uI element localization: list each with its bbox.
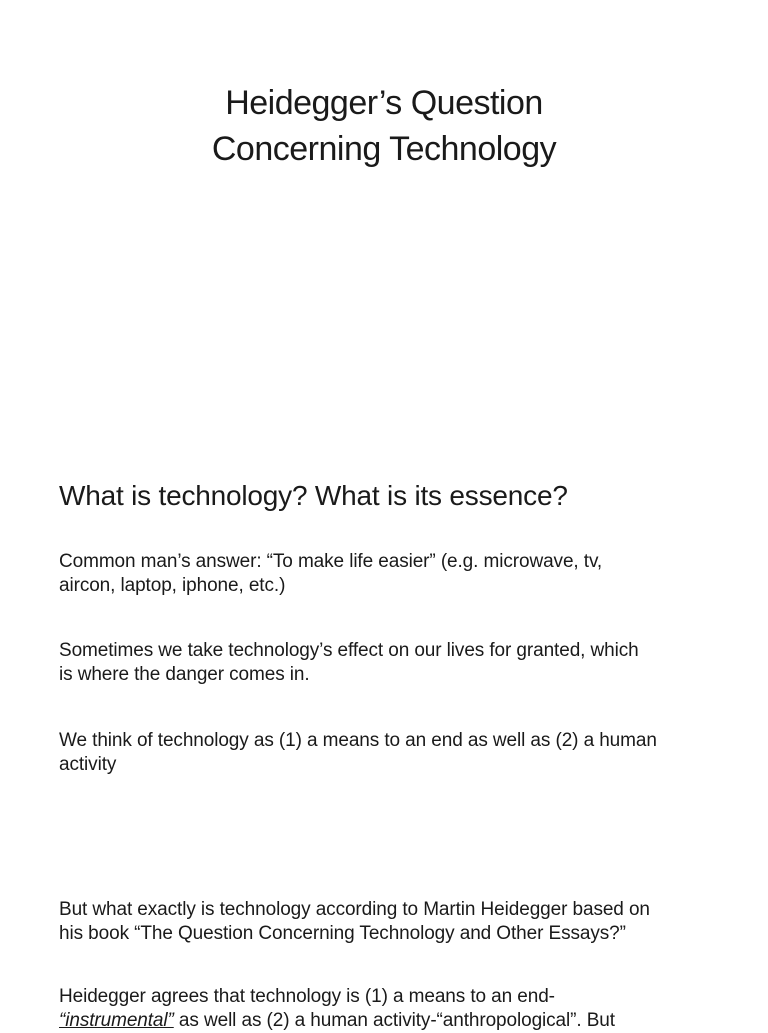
paragraph-line: is where the danger comes in. xyxy=(59,664,310,685)
paragraph-line: Common man’s answer: “To make life easier” (e.g. microwave, tv, xyxy=(59,551,603,572)
paragraph-heidegger-question xyxy=(59,898,719,946)
paragraph-line-mixed xyxy=(59,1009,719,1033)
paragraph-line: activity xyxy=(59,754,117,775)
paragraph-line: aircon, laptop, iphone, etc.) xyxy=(59,575,286,596)
paragraph-line: We think of technology as (1) a means to an end as well as (2) a human xyxy=(59,730,657,751)
title-slide xyxy=(0,0,768,432)
paragraph-danger xyxy=(59,639,719,687)
paragraph-line: But what exactly is technology according to Martin Heidegger based on xyxy=(59,899,650,920)
slide-title-line-1: Heidegger’s Question xyxy=(225,84,543,122)
paragraph-means-to-end xyxy=(59,729,719,777)
paragraph-line: his book “The Question Concerning Technology and Other Essays?” xyxy=(59,923,626,944)
slide-title xyxy=(0,80,768,172)
slide-title-line-2: Concerning Technology xyxy=(211,130,557,168)
instrumental-term: “instrumental” xyxy=(59,1010,174,1031)
paragraph-common-answer xyxy=(59,550,719,598)
slide-heading: What is technology? What is its essence? xyxy=(59,480,568,511)
paragraph-line-rest: as well as (2) a human activity-“anthropological”. But xyxy=(173,1010,615,1031)
content-slide xyxy=(0,432,768,1031)
paragraph-heidegger-agrees xyxy=(59,985,719,1033)
paragraph-line: Heidegger agrees that technology is (1) a means to an end- xyxy=(59,986,555,1007)
paragraph-line: Sometimes we take technology’s effect on our lives for granted, which xyxy=(59,640,639,661)
